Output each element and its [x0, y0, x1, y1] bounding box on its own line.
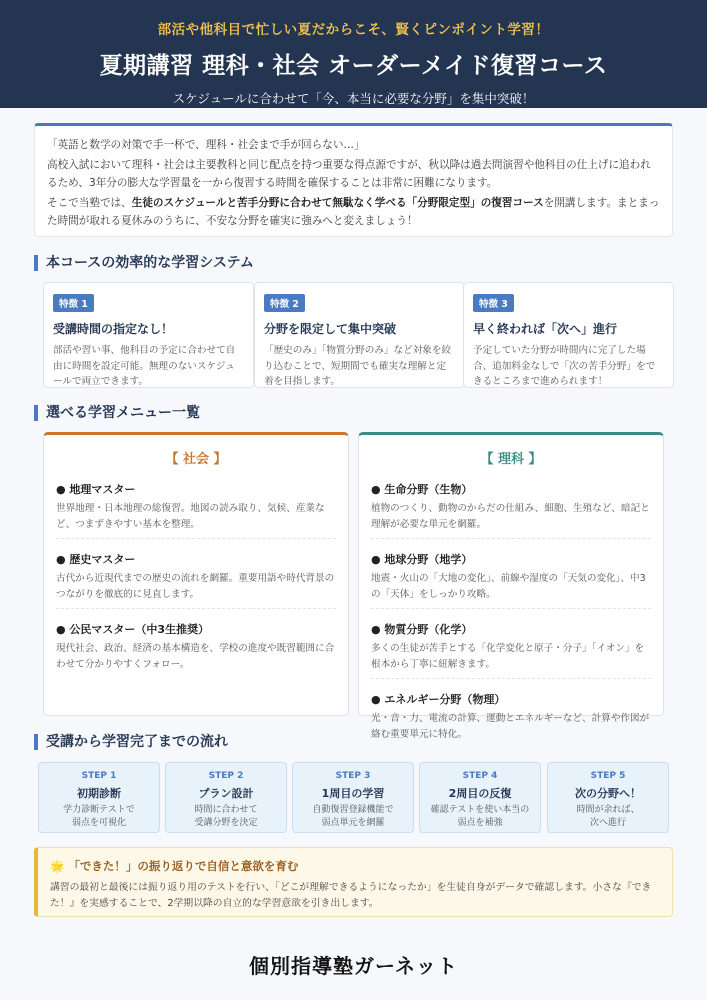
feature-desc: 予定していた分野が時間内に完了した場合、追加料金なしで「次の苦手分野」をできるところまで進められます！ [473, 345, 656, 387]
feature-card-2 [254, 282, 465, 388]
list-item [56, 477, 336, 539]
menu-item-desc: 古代から近現代までの歴史の流れを網羅。重要用語や時代背景のつながりを徹底的に見直します。 [56, 573, 335, 600]
step-desc-line-2: 受講分野を決定 [194, 818, 258, 828]
step-label: STEP 5 [590, 771, 626, 781]
header-tagline: スケジュールに合わせて「今、本当に必要な分野」を集中突破！ [172, 91, 535, 106]
step-desc [39, 804, 159, 830]
feature-badge: 特徴 1 [53, 294, 94, 312]
menu-item-desc: 光・音・力、電流の計算、運動とエネルギーなど、計算や作図が絡む重要単元に特化。 [371, 713, 650, 740]
step-label: STEP 1 [81, 771, 117, 781]
step-card-3 [292, 762, 414, 833]
menu-item-title: ● 地球分野（地学） [371, 553, 473, 566]
step-title: プラン設計 [198, 787, 254, 800]
list-item [56, 547, 336, 609]
intro-box [34, 123, 673, 237]
step-desc-line-1: 自動復習登録機能で [312, 805, 394, 815]
feature-title: 受講時間の指定なし！ [53, 322, 174, 336]
step-desc [420, 804, 540, 830]
menu-item-desc: 地震・火山の「大地の変化」、前線や湿度の「天気の変化」、中3の「天体」をしっかり攻略。 [371, 573, 646, 600]
step-desc-line-1: 確認テストを使い本当の [430, 805, 530, 815]
step-desc-line-1: 時間が余れば、 [576, 805, 640, 815]
step-desc-line-1: 学力診断テストで [63, 805, 135, 815]
menu-item-title: ● 歴史マスター [56, 553, 136, 566]
step-title: 1周目の学習 [321, 787, 385, 800]
menu-item-title: ● 生命分野（生物） [371, 483, 473, 496]
step-label: STEP 4 [462, 771, 498, 781]
intro-quote: 「英語と数学の対策で手一杯で、理科・社会まで手が回らない…」 [47, 139, 365, 151]
feature-title: 早く終われば「次へ」進行 [473, 322, 618, 336]
list-item [371, 617, 651, 679]
social-header: 【 社会 】 [165, 452, 227, 467]
list-item [56, 617, 336, 678]
list-item [371, 477, 651, 539]
step-card-4 [419, 762, 541, 833]
intro-paragraph-2-pre: そこで当塾では、 [47, 197, 132, 209]
list-item [371, 687, 651, 748]
step-label: STEP 2 [208, 771, 244, 781]
step-label: STEP 3 [335, 771, 371, 781]
step-card-2 [165, 762, 287, 833]
step-desc-line-2: 弱点単元を網羅 [321, 818, 385, 828]
menu-item-desc: 世界地理・日本地理の総復習。地図の読み取り、気候、産業など、つまずきやすい基本を整理。 [56, 503, 325, 530]
step-desc-line-1: 時間に合わせて [194, 805, 258, 815]
menu-item-title: ● エネルギー分野（物理） [371, 693, 506, 706]
menu-item-title: ● 公民マスター（中3生推奨） [56, 623, 210, 636]
step-card-1 [38, 762, 160, 833]
step-desc [293, 804, 413, 830]
feature-badge: 特徴 2 [264, 294, 305, 312]
feature-title: 分野を限定して集中突破 [264, 322, 397, 336]
science-header: 【 理科 】 [480, 452, 542, 467]
menu-item-desc: 多くの生徒が苦手とする「化学変化と原子・分子」「イオン」を根本から丁寧に紐解きます。 [371, 643, 645, 670]
step-card-5 [547, 762, 669, 833]
system-heading: 本コースの効率的な学習システム [34, 255, 254, 271]
intro-paragraph-2-bold: 生徒のスケジュールと苦手分野に合わせて無駄なく学べる「分野限定型」の復習コース [131, 197, 544, 209]
review-desc: 講習の最初と最後には振り返り用のテストを行い、「どこが理解できるようになったか」を生徒自身がデータで確認します。小さな『できた！』を実感することで、2学期以降の自立的な学習意欲を引き出します。 [50, 882, 652, 909]
feature-card-1 [43, 282, 254, 388]
intro-paragraph-1: 高校入試において理科・社会は主要教科と同じ配点を持つ重要な得点源ですが、秋以降は過去問演習や他科目の仕上げに追われるため、3年分の膨大な学習量を一から復習する時間を確保することは非常に困難になります。 [47, 159, 651, 189]
feature-desc: 「歴史のみ」「物質分野のみ」など対象を絞り込むことで、短期間でも確実な理解と定着を目指します。 [264, 345, 452, 387]
page-title: 夏期講習 理科・社会 オーダーメイド復習コース [99, 53, 608, 79]
flow-heading: 受講から学習完了までの流れ [34, 734, 228, 750]
menu-item-title: ● 地理マスター [56, 483, 136, 496]
feature-badge: 特徴 3 [473, 294, 514, 312]
menu-item-desc: 植物のつくり、動物のからだの仕組み、細胞、生殖など、暗記と理解が必要な単元を網羅。 [371, 503, 650, 530]
feature-card-3 [463, 282, 674, 388]
feature-desc: 部活や習い事、他科目の予定に合わせて自由に時間を設定可能。無理のないスケジュールで両立できます。 [53, 345, 236, 387]
science-menu-card [358, 432, 664, 740]
review-title: 🌟 「できた！」の振り返りで自信と意欲を育む [50, 859, 299, 873]
menu-item-desc: 現代社会、政治、経済の基本構造を、学校の進度や既習範囲に合わせて分かりやすくフォロー。 [56, 643, 335, 670]
menu-heading: 選べる学習メニュー一覧 [34, 405, 200, 421]
step-desc [548, 804, 668, 830]
step-desc-line-2: 弱点を可視化 [71, 818, 126, 828]
step-desc [166, 804, 286, 830]
social-menu-card [43, 432, 349, 716]
menu-item-title: ● 物質分野（化学） [371, 623, 473, 636]
list-item [371, 547, 651, 609]
step-desc-line-2: 次へ進行 [589, 818, 626, 828]
step-title: 初期診断 [77, 787, 121, 800]
school-logo: 個別指導塾ガーネット [249, 954, 458, 978]
intro-paragraph-2 [47, 194, 660, 230]
step-title: 次の分野へ！ [575, 787, 641, 800]
step-title: 2周目の反復 [448, 787, 512, 800]
header-subtitle: 部活や他科目で忙しい夏だからこそ、賢くピンポイント学習！ [157, 22, 550, 38]
step-desc-line-2: 弱点を補強 [457, 818, 503, 828]
review-callout [34, 847, 673, 917]
header-banner [0, 0, 707, 108]
intro-paragraph-2-post: を開講します。まとまった時間が取れる夏休みのうちに、不安な分野を確実に強みへと変えましょう！ [47, 197, 660, 227]
